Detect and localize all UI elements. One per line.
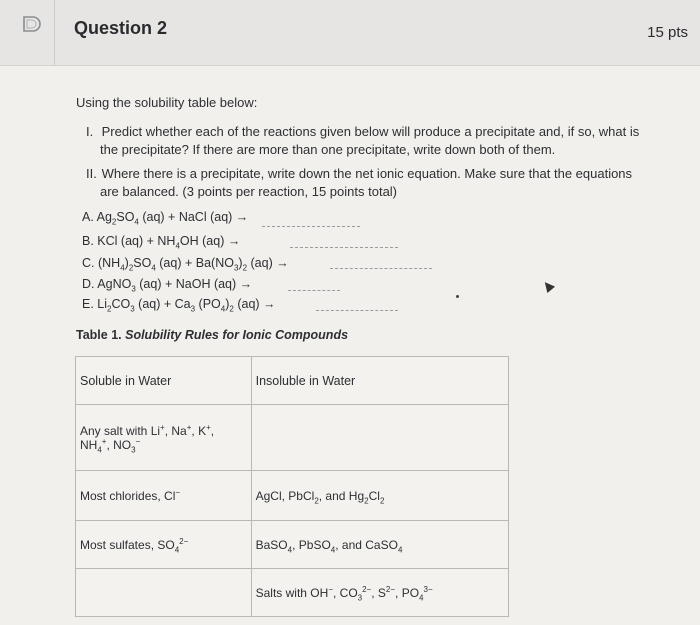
instruction-2 — [86, 165, 632, 201]
answer-blank-c — [330, 268, 432, 269]
reaction-c — [82, 255, 289, 271]
answer-blank-d — [288, 290, 340, 291]
question-header — [0, 0, 700, 66]
table-caption — [76, 328, 348, 342]
intro-text: Using the solubility table below: — [76, 95, 258, 110]
answer-blank-a — [262, 226, 360, 227]
table-header-row — [76, 357, 509, 405]
table-cell-insoluble: AgCl, PbCl$_2$, and $Hg_2Cl_2$ — [251, 471, 508, 521]
stray-mark — [456, 295, 459, 298]
table-cell-soluble: Most sulfates, $SO_4^{2-}$ — [76, 521, 252, 569]
instruction-number: II. — [86, 166, 97, 181]
reaction-equation: $(NH_4)_2SO_4$ $(aq) + Ba(NO_3)_2$ (aq) → — [97, 256, 289, 273]
question-title: Question 2 — [74, 18, 168, 38]
reaction-label: A. — [82, 210, 94, 224]
table-cell-insoluble: BaSO$_4$, PbSO$_4$, and CaSO$_4$ — [251, 521, 508, 569]
reaction-equation: KCl $(aq) + NH_4OH$ (aq) → — [97, 234, 241, 251]
reaction-label: D. — [82, 277, 95, 291]
table-caption-lead: Table 1. — [76, 328, 122, 342]
table-header-cell: Soluble in Water — [76, 357, 252, 405]
instruction-line: are balanced. (3 points per reaction, 15 points total) — [100, 184, 398, 199]
reaction-equation: $Li_2CO_3$ $(aq) + Ca_3$ $(PO_4)_2$ (aq) → — [97, 297, 276, 314]
table-row — [76, 569, 509, 617]
reaction-label: C. — [82, 256, 95, 270]
reaction-label: E. — [82, 297, 94, 311]
table-cell-soluble — [76, 569, 252, 617]
question-points: 15 pts — [647, 24, 688, 41]
table-cell-insoluble: Salts with OH−, $CO_3^{2-}$, $S^{2-}$, $PO_4^{3-}$ — [251, 569, 508, 617]
table-cell-insoluble — [251, 405, 508, 471]
reaction-d — [82, 276, 252, 292]
flag-icon[interactable] — [22, 14, 42, 34]
reaction-equation: AgNO$_3$ (aq) + NaOH (aq) → — [97, 277, 253, 294]
solubility-table — [75, 356, 509, 617]
table-header-cell: Insoluble in Water — [251, 357, 508, 405]
table-cell-soluble: Any salt with Li+, Na+, K+, $NH_4^+$, $NO_3^-$ — [76, 405, 252, 471]
table-row — [76, 471, 509, 521]
reaction-e — [82, 296, 276, 312]
reaction-a — [82, 209, 248, 225]
table-row — [76, 405, 509, 471]
table-caption-title: Solubility Rules for Ionic Compounds — [125, 328, 349, 342]
instruction-line: Predict whether each of the reactions given below will produce a precipitate and, if so, what is — [101, 124, 640, 139]
instruction-line: Where there is a precipitate, write down the net ionic equation. Make sure that the equations — [101, 166, 633, 181]
answer-blank-e — [316, 310, 398, 311]
reaction-equation: $Ag_2SO_4$ (aq) + NaCl (aq) → — [96, 210, 249, 227]
table-cell-soluble: Most chlorides, Cl− — [76, 471, 252, 521]
reaction-b — [82, 233, 240, 249]
reaction-label: B. — [82, 234, 94, 248]
answer-blank-b — [290, 247, 398, 248]
mouse-pointer-icon — [541, 279, 555, 293]
instruction-number: I. — [86, 124, 94, 139]
instruction-1 — [86, 123, 639, 159]
instruction-line: the precipitate? If there are more than one precipitate, write down both of them. — [100, 142, 556, 157]
header-divider — [54, 0, 55, 66]
table-row — [76, 521, 509, 569]
